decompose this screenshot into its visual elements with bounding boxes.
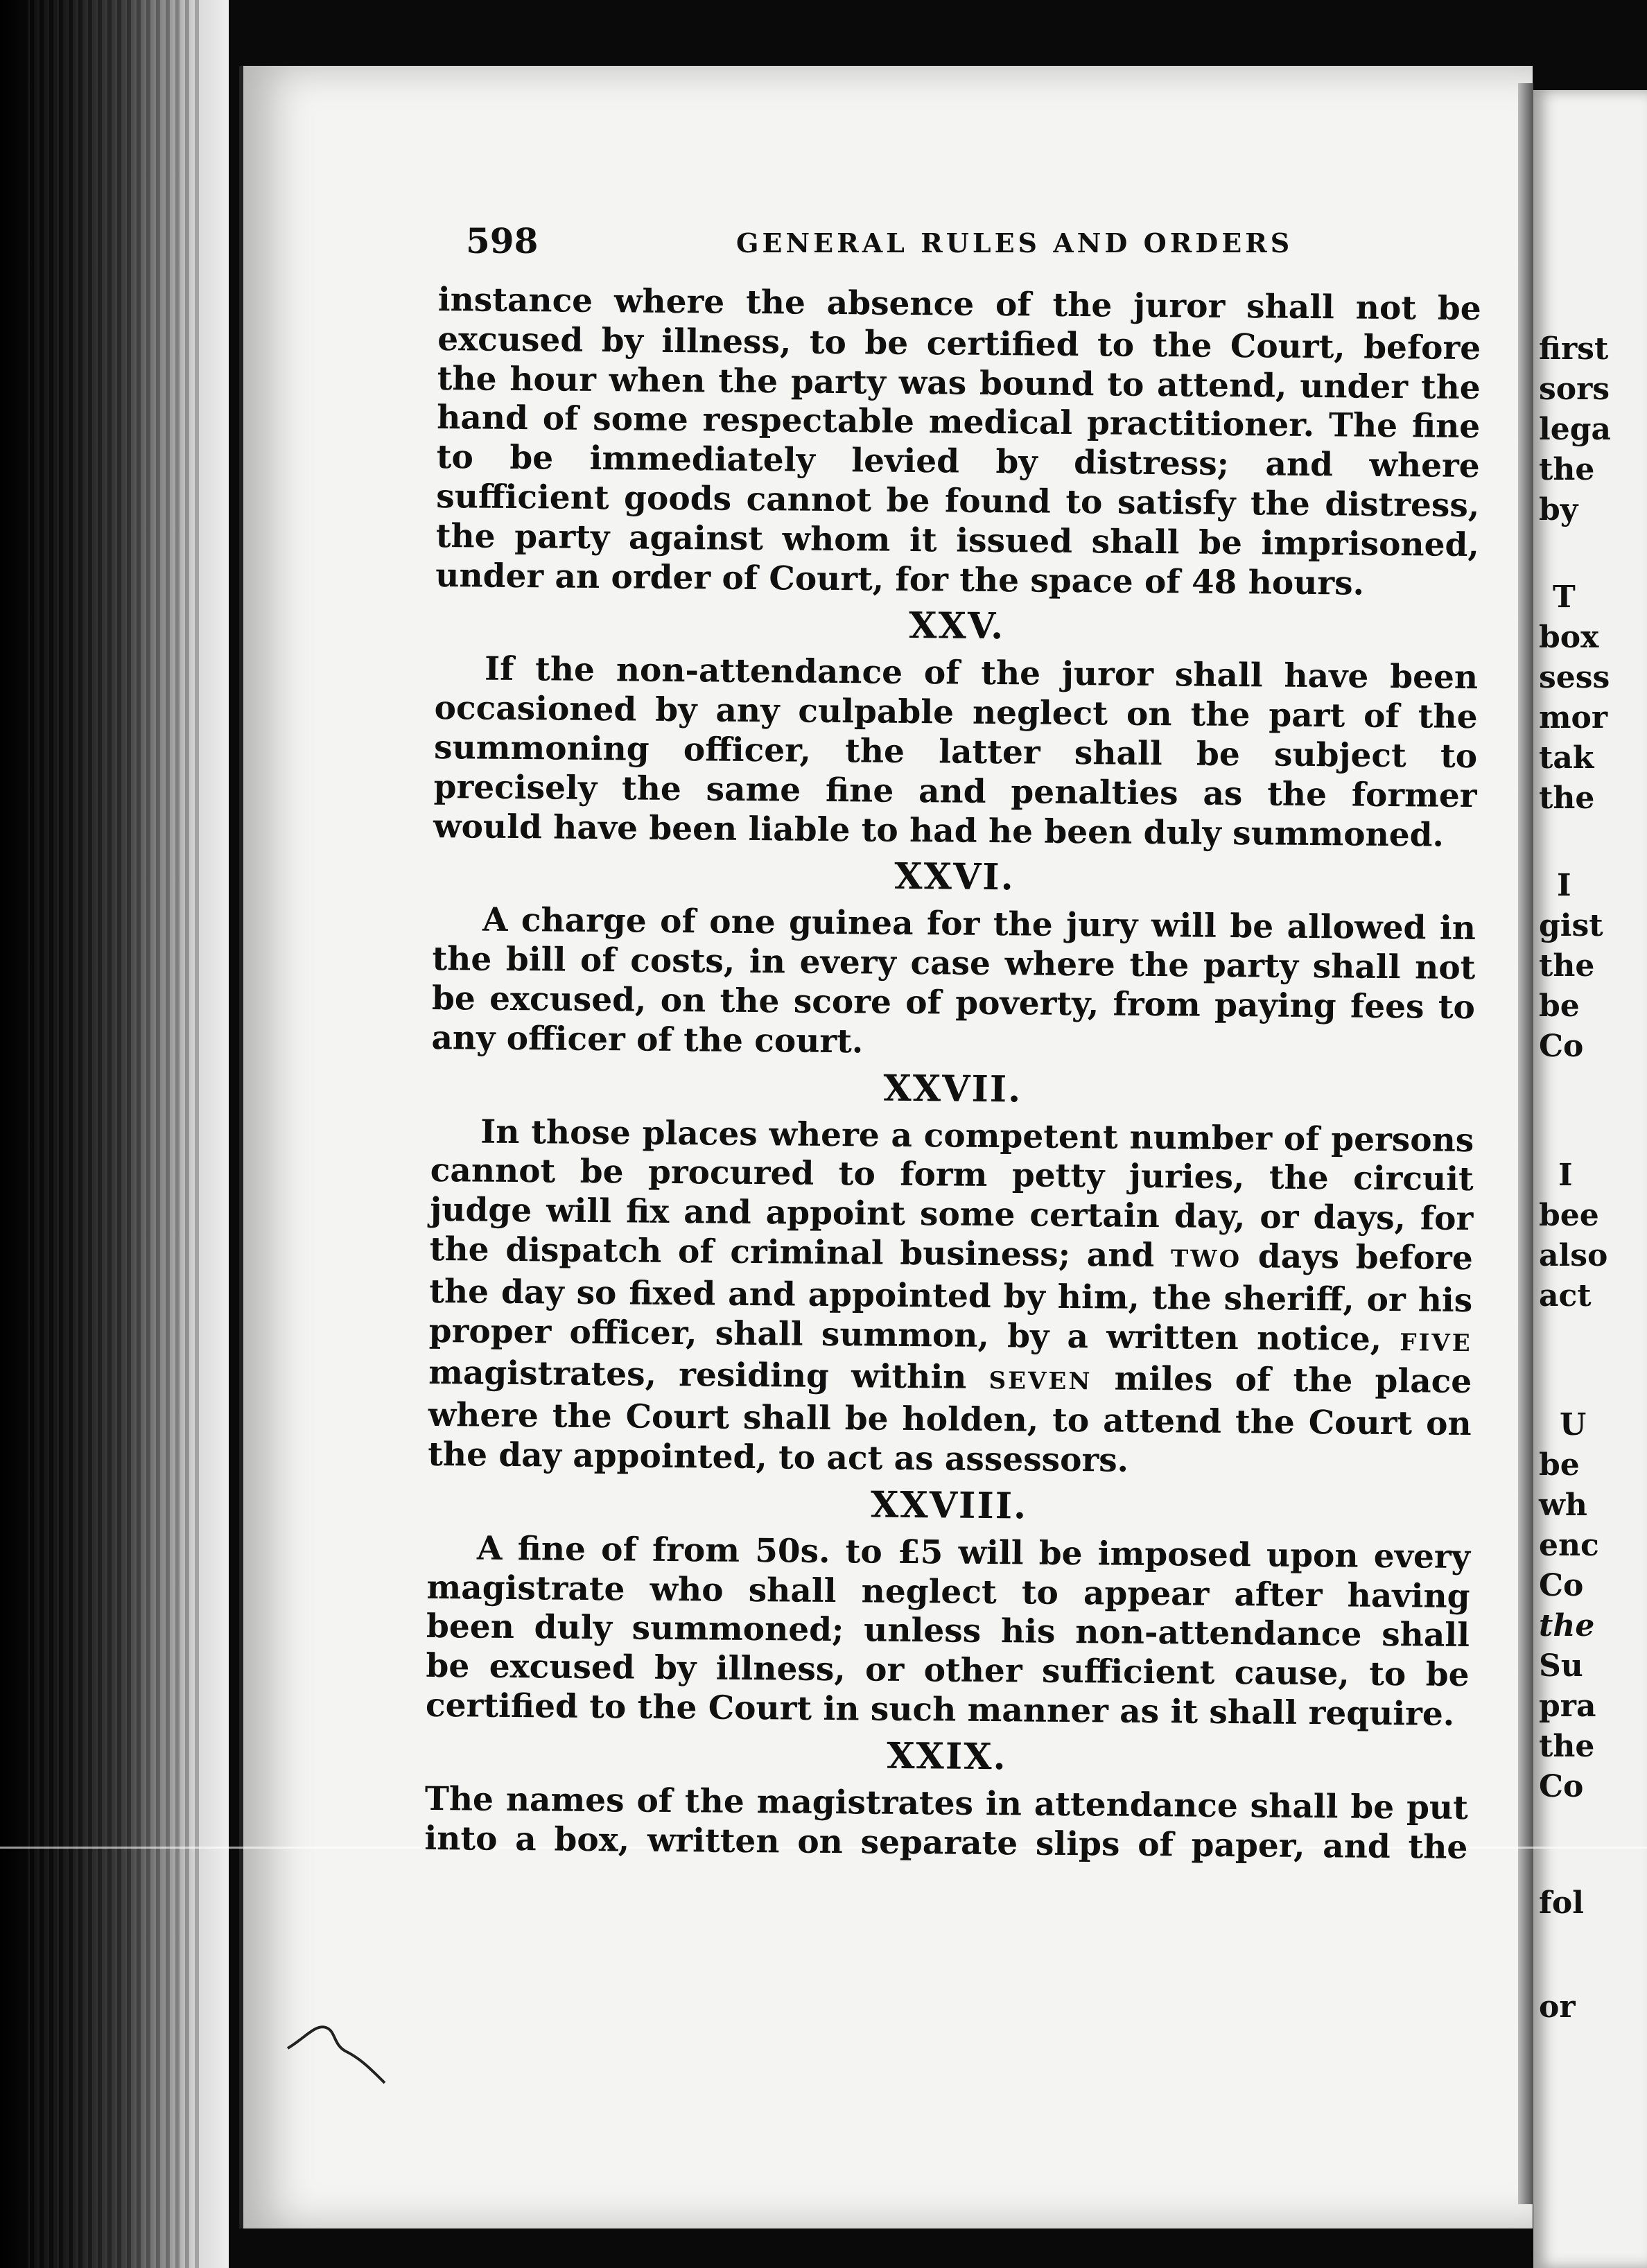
adjacent-page-word: lega bbox=[1539, 412, 1611, 447]
page-edge-texture bbox=[28, 0, 201, 2268]
adjacent-page-word: act bbox=[1539, 1278, 1592, 1314]
adjacent-page-word: T bbox=[1553, 579, 1576, 615]
adjacent-page-word: box bbox=[1539, 620, 1599, 655]
pencil-mark bbox=[284, 2010, 388, 2086]
small-caps-word: FIVE bbox=[1400, 1328, 1472, 1357]
adjacent-page-word: be bbox=[1539, 988, 1580, 1024]
adjacent-page-word: sors bbox=[1539, 372, 1610, 407]
section-text-xxix: The names of the magistrates in attendance shall be put into a box, written on separate slips of paper, and the bbox=[424, 1779, 1469, 1867]
adjacent-page-word: also bbox=[1539, 1238, 1608, 1273]
adjacent-page-word: tak bbox=[1539, 740, 1594, 776]
running-head bbox=[466, 220, 1450, 262]
section-text-part: In those places where a competent number of persons cannot be procured to form petty juries, the circuit judge will fix and appoint some certain day, or days, for the dispatch of criminal business; and bbox=[429, 1113, 1474, 1275]
adjacent-page-word: be bbox=[1539, 1447, 1580, 1483]
page-gutter bbox=[1518, 83, 1533, 2204]
adjacent-page-word: the bbox=[1539, 452, 1595, 487]
section-heading-xxvii: XXVII. bbox=[883, 1067, 1022, 1110]
page-body bbox=[424, 281, 1481, 1867]
adjacent-page-word: or bbox=[1539, 1989, 1576, 2025]
adjacent-page-word: Su bbox=[1539, 1648, 1583, 1684]
adjacent-page-fragment bbox=[1533, 90, 1647, 2268]
adjacent-page-word: wh bbox=[1539, 1488, 1587, 1523]
adjacent-page-word: fol bbox=[1539, 1885, 1584, 1921]
section-text-part: miles of the place where the Court shall be holden, to attend the Court on the day appointed, to act as assessors. bbox=[427, 1359, 1472, 1480]
section-text-xxv: If the non-attendance of the juror shall have been occasioned by any culpable neglect on the part of the summoning officer, the latter shall be subject to precisely the same fine and penalties as the former would have been liable to had he been duly summoned. bbox=[433, 649, 1479, 855]
adjacent-page-word: the bbox=[1539, 948, 1595, 984]
section-text-xxvi: A charge of one guinea for the jury will be allowed in the bill of costs, in every case where the party shall not be excused, on the score of poverty, from paying fees to any officer of the court. bbox=[431, 900, 1476, 1061]
small-caps-word: SEVEN bbox=[988, 1367, 1092, 1396]
adjacent-page-word: I bbox=[1558, 1158, 1573, 1193]
page-number: 598 bbox=[466, 220, 539, 261]
adjacent-page-word: gist bbox=[1539, 908, 1603, 943]
continued-paragraph: instance where the absence of the juror shall not be excused by illness, to be certified to the Court, before the hour when the party was bound to attend, under the hand of some respectable medical practitioner. The fine to be immediately levied by distress; and where sufficient goods cannot be found to satisfy the distress, the party against whom it issued shall be imprisoned, under an order of Court, for the space of 48 hours. bbox=[435, 281, 1481, 603]
adjacent-page-word: first bbox=[1539, 331, 1609, 367]
section-heading-xxix: XXIX. bbox=[886, 1734, 1007, 1778]
adjacent-page-word: the bbox=[1539, 1729, 1595, 1764]
adjacent-page-word: bee bbox=[1539, 1198, 1599, 1233]
adjacent-page-word: Co bbox=[1539, 1029, 1584, 1064]
adjacent-page-word: the bbox=[1539, 780, 1595, 816]
section-text-part: days before the day so fixed and appointed by him, the sheriff, or his proper officer, shall summon, by a written notice, bbox=[428, 1237, 1473, 1359]
adjacent-page-word: pra bbox=[1539, 1689, 1596, 1724]
section-text-xxviii: A fine of from 50s. to £5 will be imposed upon every magistrate who shall neglect to appear after having been duly summoned; unless his non-attendance shall be excused by illness, or other sufficient cause, to be certified to the Court in such manner as it shall require. bbox=[425, 1529, 1471, 1734]
small-caps-word: TWO bbox=[1170, 1245, 1242, 1274]
section-heading-xxv: XXV. bbox=[908, 604, 1005, 648]
section-heading-xxvi: XXVI. bbox=[894, 855, 1016, 899]
adjacent-page-word: Co bbox=[1539, 1568, 1584, 1603]
running-head-title: GENERAL RULES AND ORDERS bbox=[736, 227, 1293, 259]
adjacent-page-word: U bbox=[1560, 1407, 1587, 1442]
adjacent-page-word: mor bbox=[1539, 700, 1608, 735]
adjacent-page-word: Co bbox=[1539, 1769, 1584, 1804]
section-text-xxvii bbox=[428, 1113, 1474, 1484]
adjacent-page-word: sess bbox=[1539, 660, 1610, 695]
adjacent-page-word: the bbox=[1539, 1608, 1595, 1643]
adjacent-page-word: enc bbox=[1539, 1528, 1599, 1563]
adjacent-page-word: I bbox=[1557, 868, 1571, 903]
section-text-part: magistrates, residing within bbox=[428, 1354, 967, 1397]
section-heading-xxviii: XXVIII. bbox=[870, 1483, 1028, 1528]
adjacent-page-word: by bbox=[1539, 492, 1578, 527]
